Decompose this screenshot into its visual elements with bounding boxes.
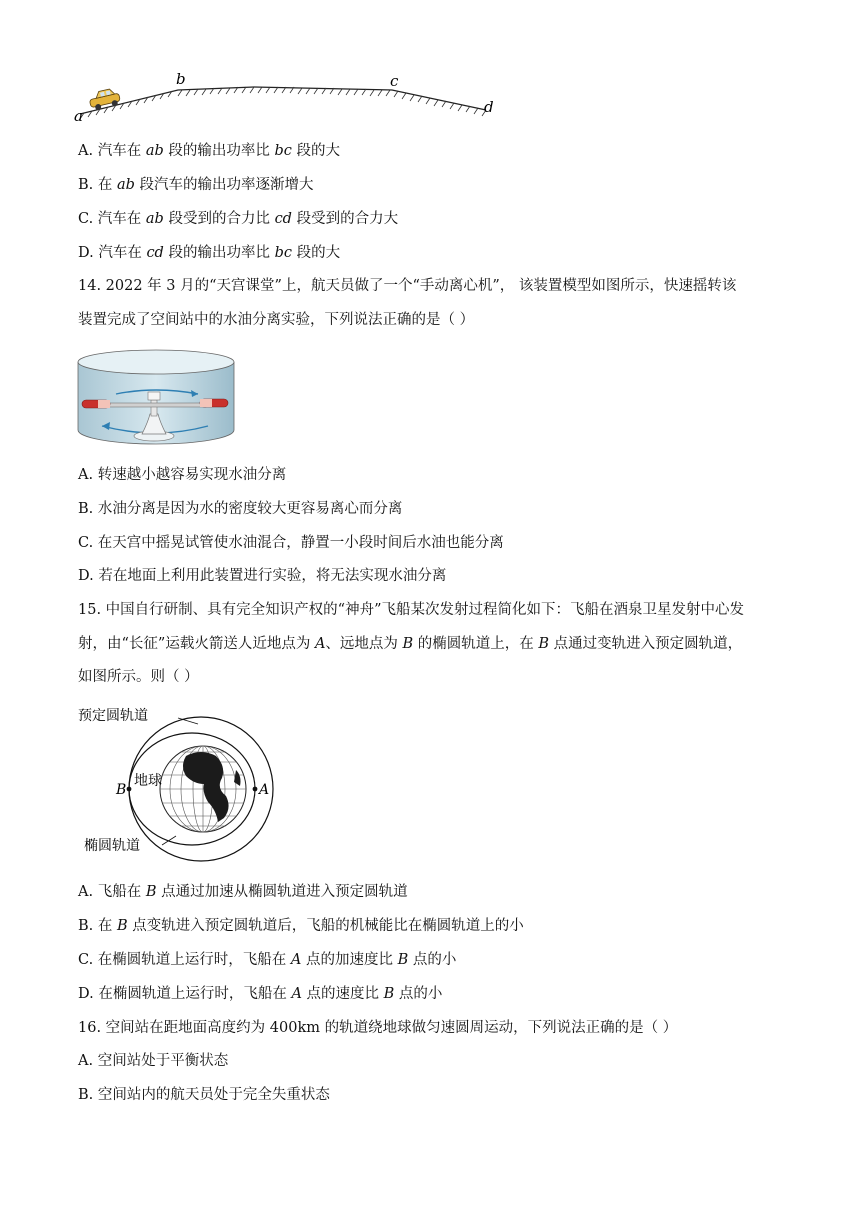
orbit-figure bbox=[76, 700, 286, 864]
q14-option-a: A. 转速越小越容易实现水油分离 bbox=[78, 467, 287, 483]
q14-option-d: D. 若在地面上利用此装置进行实验，将无法实现水油分离 bbox=[78, 568, 447, 584]
q14-stem-line2: 装置完成了空间站中的水油分离实验，下列说法正确的是（ ） bbox=[78, 312, 475, 328]
road-figure bbox=[74, 70, 504, 126]
q14-option-c: C. 在天宫中摇晃试管使水油混合，静置一小段时间后水油也能分离 bbox=[78, 535, 504, 551]
q15-stem-line3: 如图所示。则（ ） bbox=[78, 669, 199, 685]
q16-stem: 16. 空间站在距地面高度约为 400km 的轨道绕地球做匀速圆周运动，下列说法正确的是（ ） bbox=[78, 1020, 678, 1036]
q15-stem-line1: 15. 中国自行研制、具有完全知识产权的“神舟”飞船某次发射过程简化如下：飞船在酒泉卫星发射中心发 bbox=[78, 602, 744, 618]
q16-option-b: B. 空间站内的航天员处于完全失重状态 bbox=[78, 1087, 330, 1103]
q15-option-a: A. 飞船在 B 点通过加速从椭圆轨道进入预定圆轨道 bbox=[78, 884, 408, 900]
label-point-a: A bbox=[259, 782, 270, 798]
label-elliptical-orbit: 椭圆轨道 bbox=[84, 838, 140, 854]
earth-icon bbox=[160, 746, 246, 832]
road-label-d: d bbox=[484, 98, 494, 116]
q15-option-b: B. 在 B 点变轨进入预定圆轨道后，飞船的机械能比在椭圆轨道上的小 bbox=[78, 918, 524, 934]
road-label-a: a bbox=[74, 107, 83, 125]
q15-option-c: C. 在椭圆轨道上运行时，飞船在 A 点的加速度比 B 点的小 bbox=[78, 952, 457, 968]
q15-option-d: D. 在椭圆轨道上运行时，飞船在 A 点的速度比 B 点的小 bbox=[78, 986, 443, 1002]
q16-option-a: A. 空间站处于平衡状态 bbox=[78, 1053, 229, 1069]
q13-option-c: C. 汽车在 ab 段受到的合力比 cd 段受到的合力大 bbox=[78, 211, 399, 227]
label-point-b: B bbox=[116, 782, 127, 798]
q13-option-b: B. 在 ab 段汽车的输出功率逐渐增大 bbox=[78, 177, 314, 193]
q14-stem-line1: 14. 2022 年 3 月的“天宫课堂”上，航天员做了一个“手动离心机”， 该装置模型如图所示，快速摇转该 bbox=[78, 278, 737, 294]
label-earth: 地球 bbox=[134, 773, 162, 789]
q13-option-a: A. 汽车在 ab 段的输出功率比 bc 段的大 bbox=[78, 143, 340, 159]
q14-option-b: B. 水油分离是因为水的密度较大更容易离心而分离 bbox=[78, 501, 403, 517]
q15-stem-line2: 射，由“长征”运载火箭送人近地点为 A、远地点为 B 的椭圆轨道上，在 B 点通过变轨进入预定圆轨道， bbox=[78, 636, 743, 652]
centrifuge-figure bbox=[76, 348, 236, 448]
road-label-c: c bbox=[390, 72, 399, 90]
q13-option-d: D. 汽车在 cd 段的输出功率比 bc 段的大 bbox=[78, 245, 341, 261]
label-circular-orbit: 预定圆轨道 bbox=[78, 708, 148, 724]
road-label-b: b bbox=[176, 70, 186, 88]
